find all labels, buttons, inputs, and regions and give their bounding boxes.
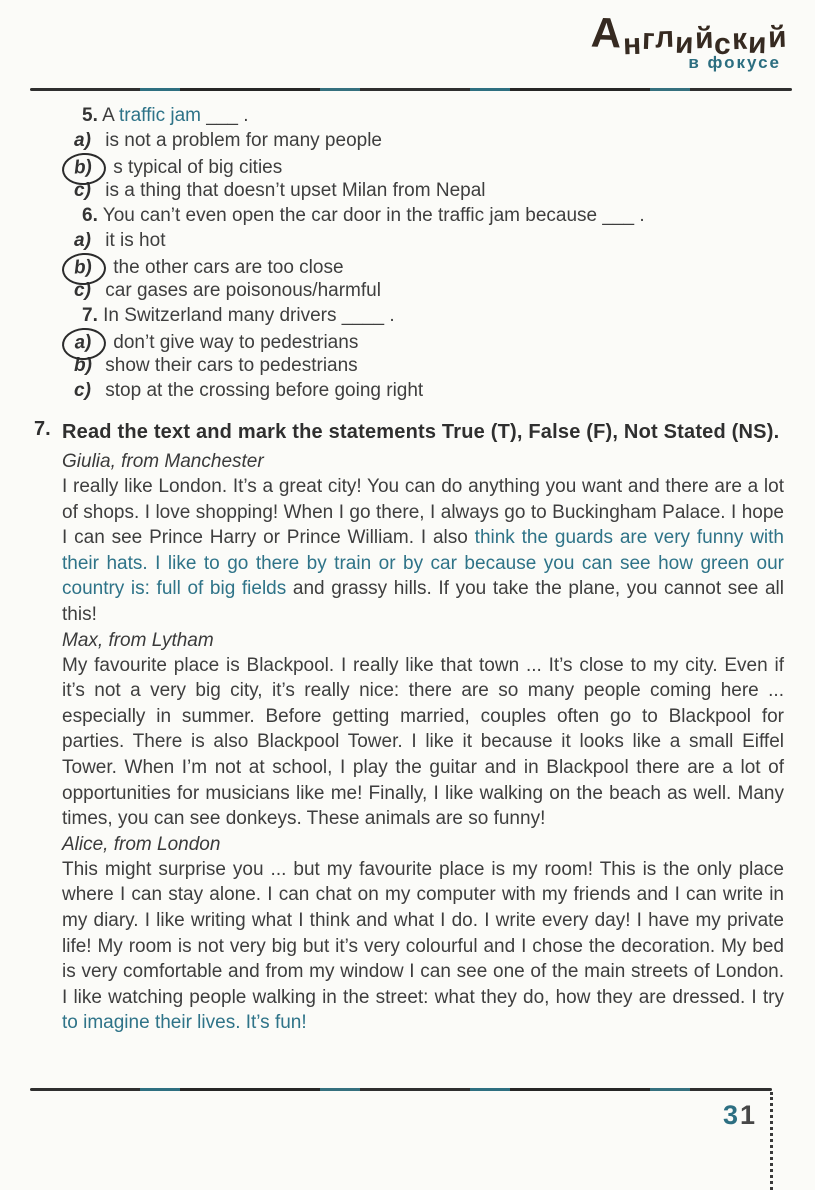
quiz-list (74, 103, 787, 403)
page-number (723, 1100, 757, 1131)
page-number-digit: 3 (722, 1100, 740, 1130)
question-stem (74, 303, 787, 328)
option-text: don’t give way to pedestrians (113, 332, 359, 353)
circled-answer-mark: b) (61, 252, 107, 287)
circled-answer-mark: a) (61, 327, 107, 362)
logo-letter: к (731, 22, 749, 57)
answer-option (74, 178, 787, 203)
answer-option (74, 153, 787, 178)
dotted-page-edge (770, 1092, 773, 1190)
answer-option (74, 128, 787, 153)
question-number: 5. (82, 105, 98, 126)
option-text: s typical of big cities (113, 157, 283, 178)
option-label: a) (74, 130, 91, 151)
answer-option (74, 378, 787, 403)
passage-author: Alice, from London (62, 833, 221, 855)
page-number-digit: 1 (739, 1100, 757, 1130)
logo-letter: н (622, 27, 643, 62)
logo-letter: л (654, 20, 677, 55)
question-stem (74, 203, 787, 228)
question-number: 7. (82, 305, 98, 326)
exercise-title: Read the text and mark the statements True (T), False (F), Not Stated (NS). (62, 421, 780, 443)
passage-segment: My favourite place is Blackpool. I really like that town ... It’s close to my city. Even if it’s not a very big city, it’s really nice: there are so many people coming here ... especially in summer. Before getting married, couples often go to Blackpool for parties. There is also Blackpool Tower. I like it because it looks like a small Eiffel Tower. When I’m not at school, I play the guitar and in Blackpool there are a lot of opportunities for musicians like me! Finally, I like walking on the beach as well. Many times, you can see donkeys. These animals are so funny! (62, 654, 784, 830)
option-text: is a thing that doesn’t upset Milan from Nepal (105, 180, 486, 201)
question-text: ___ . (201, 105, 249, 126)
passage-text (62, 857, 784, 1036)
answer-option (74, 328, 787, 353)
answer-option (74, 228, 787, 253)
passage-author: Giulia, from Manchester (62, 451, 264, 472)
exercise-7 (30, 418, 790, 1036)
bottom-rule (30, 1088, 772, 1091)
passage-author: Max, from Lytham (62, 629, 214, 651)
question-number: 6. (82, 205, 98, 226)
highlighted-text: traffic jam (119, 105, 202, 126)
option-label: c) (74, 280, 91, 301)
answer-option (74, 253, 787, 278)
option-text: stop at the crossing before going right (105, 380, 424, 401)
logo-letter: и (747, 26, 769, 61)
logo-subtitle: в фокусе (688, 53, 781, 72)
logo-title (590, 8, 788, 62)
logo-letter: с (713, 27, 733, 62)
question-text: In Switzerland many drivers ____ . (103, 305, 395, 326)
answer-option (74, 353, 787, 378)
logo-letter: й (694, 21, 715, 56)
passage-segment: and grassy hills. If you take the plane, you cannot see all this! (62, 578, 784, 625)
option-label: b) (74, 355, 92, 376)
highlighted-text: to imagine their lives. It’s fun! (62, 1012, 307, 1034)
passage-text (62, 653, 784, 832)
passage-text (62, 474, 784, 628)
passages-container (62, 449, 784, 1036)
option-text: show their cars to pedestrians (105, 355, 358, 376)
option-text: car gases are poisonous/harmful (105, 280, 381, 301)
spotlight-logo (590, 8, 788, 73)
question-stem (74, 103, 787, 128)
passage-segment: I really like London. It’s a great city! You can do anything you want and there are a lot of shops. I love shopping! When I go there, I always go to Buckingham Palace. I hope I can see Prince Harry or Prince William. I also (62, 476, 784, 549)
answer-option (74, 278, 787, 303)
question-text: A (102, 105, 119, 126)
exercise-number: 7. (34, 418, 51, 440)
highlighted-text: think the guards are very funny with their hats. I like to go there by train or by car because you can see how green our country is: full of big fields (62, 527, 785, 600)
question-text: You can’t even open the car door in the traffic jam because ___ . (102, 205, 645, 226)
option-text: it is hot (105, 230, 166, 251)
logo-letter: и (674, 26, 696, 61)
option-label: c) (74, 380, 91, 401)
logo-letter: г (641, 22, 657, 57)
logo-letter: й (766, 20, 788, 55)
option-label: c) (74, 180, 91, 201)
logo-letter: А (590, 8, 624, 57)
circled-answer-mark: b) (61, 152, 107, 187)
passage-segment: This might surprise you ... but my favourite place is my room! This is the only place where I can stay alone. I can chat on my computer with my friends and I can write in my diary. I like writing what I think and what I do. I write every day! I have my private life! My room is not very big but it’s very colourful and I chose the decoration. My bed is very comfortable and from my window I can see one of the main streets of London. I like watching people walking in the street: what they do, how they are dressed. I try (62, 858, 784, 1008)
option-label: a) (74, 230, 91, 251)
option-text: is not a problem for many people (105, 130, 382, 151)
option-text: the other cars are too close (113, 257, 344, 278)
top-rule (30, 88, 792, 91)
